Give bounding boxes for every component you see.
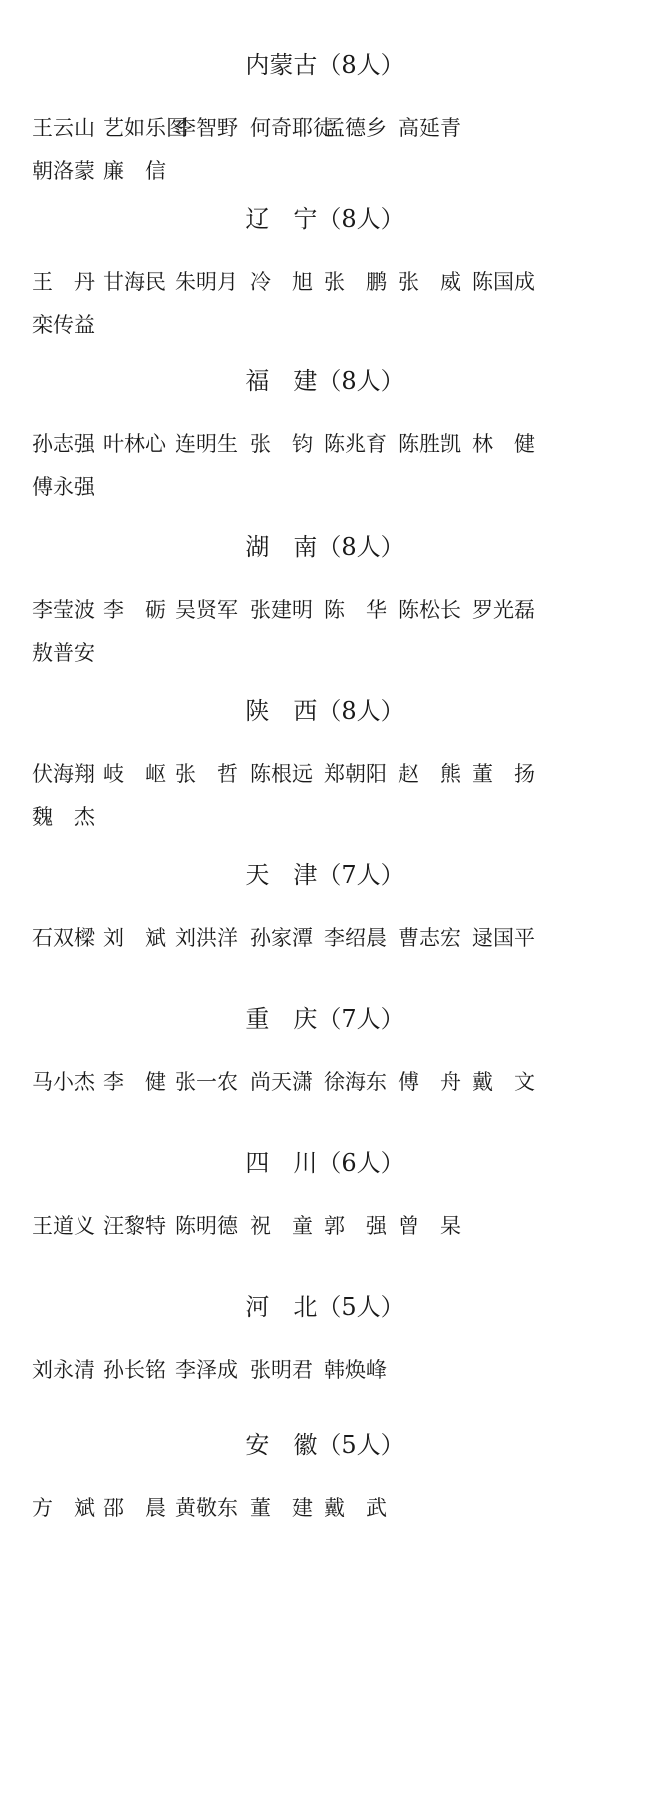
person-name: 冷 旭 xyxy=(250,270,313,294)
name-list xyxy=(0,596,650,682)
person-name: 赵 熊 xyxy=(398,762,461,786)
person-name: 傅 舟 xyxy=(398,1070,461,1094)
person-name: 戴 文 xyxy=(472,1070,535,1094)
person-name: 陈根远 xyxy=(250,762,313,786)
person-name: 李 健 xyxy=(103,1070,166,1094)
person-name: 高延青 xyxy=(398,116,461,140)
name-list xyxy=(0,430,650,516)
person-name: 叶林心 xyxy=(103,432,166,456)
person-name: 黄敬东 xyxy=(175,1496,238,1520)
section-heading: 天 津（7人） xyxy=(245,861,405,889)
person-name: 敖普安 xyxy=(32,641,95,665)
person-name: 张 鹏 xyxy=(324,270,387,294)
section-heading: 重 庆（7人） xyxy=(245,1005,405,1033)
person-name: 岐 岖 xyxy=(103,762,166,786)
province-section xyxy=(0,1430,650,1537)
person-name: 陈 华 xyxy=(324,598,387,622)
province-section xyxy=(0,366,650,516)
person-name: 尚天潇 xyxy=(250,1070,313,1094)
person-name: 朝洛蒙 xyxy=(32,159,95,183)
person-name: 甘海民 xyxy=(103,270,166,294)
section-heading: 辽 宁（8人） xyxy=(245,205,405,233)
person-name: 董 建 xyxy=(250,1496,313,1520)
person-name: 石双樑 xyxy=(32,926,95,950)
person-name: 孙长铭 xyxy=(103,1358,166,1382)
person-name: 魏 杰 xyxy=(32,805,95,829)
person-name: 孙家潭 xyxy=(250,926,313,950)
person-name: 王 丹 xyxy=(32,270,95,294)
person-name: 傅永强 xyxy=(32,475,95,499)
province-section xyxy=(0,532,650,682)
person-name: 刘洪洋 xyxy=(175,926,238,950)
province-section xyxy=(0,696,650,846)
person-name: 刘永清 xyxy=(32,1358,95,1382)
person-name: 连明生 xyxy=(175,432,238,456)
province-section xyxy=(0,1148,650,1255)
person-name: 董 扬 xyxy=(472,762,535,786)
person-name: 刘 斌 xyxy=(103,926,166,950)
person-name: 吴贤军 xyxy=(175,598,238,622)
person-name: 艺如乐图 xyxy=(103,116,187,140)
province-section xyxy=(0,860,650,967)
person-name: 戴 武 xyxy=(324,1496,387,1520)
name-list xyxy=(0,924,650,967)
section-heading: 陕 西（8人） xyxy=(245,697,405,725)
name-list xyxy=(0,1356,650,1399)
section-heading: 福 建（8人） xyxy=(245,367,405,395)
person-name: 何奇耶徒 xyxy=(250,116,334,140)
section-heading: 河 北（5人） xyxy=(245,1293,405,1321)
person-name: 张 威 xyxy=(398,270,461,294)
person-name: 李莹波 xyxy=(32,598,95,622)
person-name: 朱明月 xyxy=(175,270,238,294)
name-list xyxy=(0,760,650,846)
person-name: 李智野 xyxy=(175,116,238,140)
person-name: 李泽成 xyxy=(175,1358,238,1382)
person-name: 曹志宏 xyxy=(398,926,461,950)
section-heading: 四 川（6人） xyxy=(245,1149,405,1177)
person-name: 邵 晨 xyxy=(103,1496,166,1520)
person-name: 郑朝阳 xyxy=(324,762,387,786)
name-list xyxy=(0,1068,650,1111)
name-list xyxy=(0,114,650,200)
person-name: 李绍晨 xyxy=(324,926,387,950)
person-name: 陈松长 xyxy=(398,598,461,622)
person-name: 李 砺 xyxy=(103,598,166,622)
person-name: 孟德乡 xyxy=(324,116,387,140)
province-section xyxy=(0,1004,650,1111)
person-name: 韩焕峰 xyxy=(324,1358,387,1382)
person-name: 陈明德 xyxy=(175,1214,238,1238)
person-name: 罗光磊 xyxy=(472,598,535,622)
person-name: 逯国平 xyxy=(472,926,535,950)
person-name: 王道义 xyxy=(32,1214,95,1238)
person-name: 汪黎特 xyxy=(103,1214,166,1238)
province-section xyxy=(0,204,650,354)
person-name: 栾传益 xyxy=(32,313,95,337)
person-name: 张建明 xyxy=(250,598,313,622)
province-section xyxy=(0,50,650,200)
person-name: 廉 信 xyxy=(103,159,166,183)
person-name: 曾 杲 xyxy=(398,1214,461,1238)
person-name: 伏海翔 xyxy=(32,762,95,786)
person-name: 陈国成 xyxy=(472,270,535,294)
person-name: 孙志强 xyxy=(32,432,95,456)
person-name: 马小杰 xyxy=(32,1070,95,1094)
province-section xyxy=(0,1292,650,1399)
name-list xyxy=(0,1494,650,1537)
person-name: 张明君 xyxy=(250,1358,313,1382)
person-name: 张一农 xyxy=(175,1070,238,1094)
person-name: 张 哲 xyxy=(175,762,238,786)
name-list xyxy=(0,1212,650,1255)
person-name: 王云山 xyxy=(32,116,95,140)
person-name: 方 斌 xyxy=(32,1496,95,1520)
person-name: 林 健 xyxy=(472,432,535,456)
person-name: 郭 强 xyxy=(324,1214,387,1238)
section-heading: 湖 南（8人） xyxy=(245,533,405,561)
person-name: 祝 童 xyxy=(250,1214,313,1238)
section-heading: 内蒙古（8人） xyxy=(245,51,405,79)
person-name: 陈胜凯 xyxy=(398,432,461,456)
name-list xyxy=(0,268,650,354)
section-heading: 安 徽（5人） xyxy=(245,1431,405,1459)
person-name: 陈兆育 xyxy=(324,432,387,456)
person-name: 徐海东 xyxy=(324,1070,387,1094)
person-name: 张 钧 xyxy=(250,432,313,456)
